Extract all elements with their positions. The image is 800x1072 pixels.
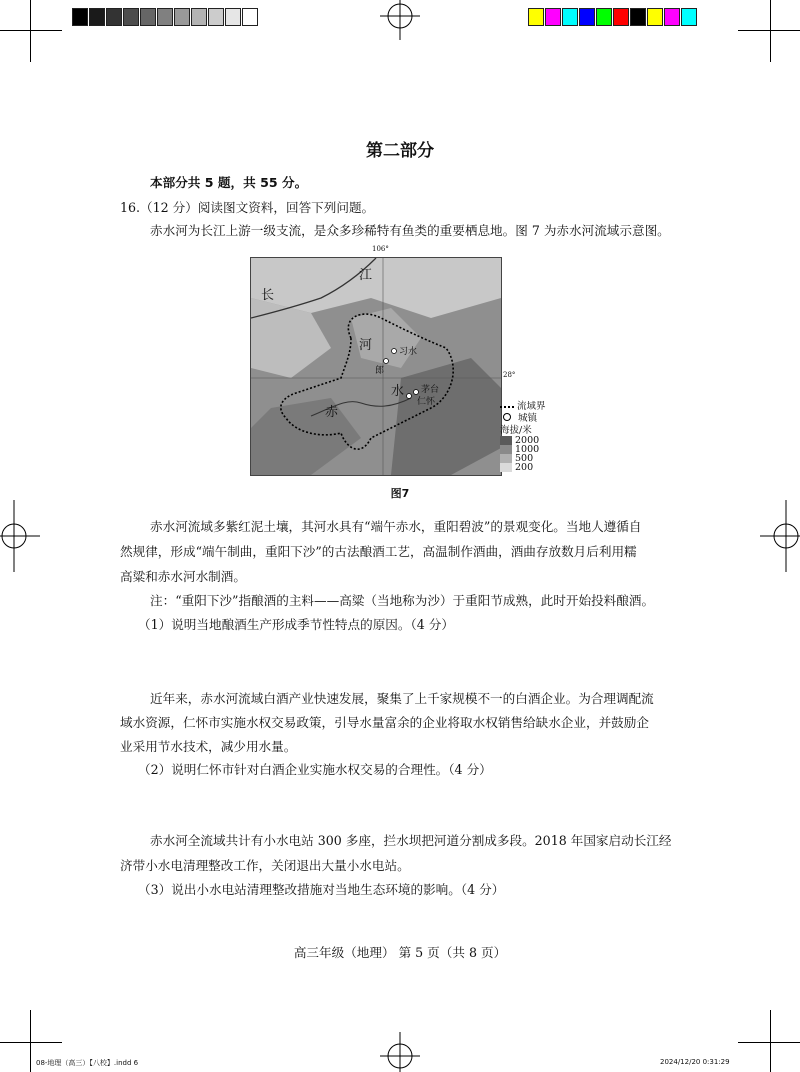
map-label-he: 河	[359, 338, 373, 353]
paragraph-2-line-2: 域水资源，仁怀市实施水权交易政策，引导水量富余的企业将取水权销售给缺水企业，并鼓励企	[120, 715, 649, 730]
paragraph-2-line-1: 近年来，赤水河流域白酒产业快速发展，聚集了上千家规模不一的白酒企业。为合理调配流	[150, 691, 654, 706]
paragraph-1-line-3: 高粱和赤水河水制酒。	[120, 569, 246, 584]
page-footer: 高三年级（地理） 第 5 页（共 8 页）	[293, 945, 507, 960]
note-text: 注：“重阳下沙”指酿酒的主料——高粱（当地称为沙）于重阳节成熟，此时开始投料酿酒。	[150, 593, 655, 608]
question-2: （2）说明仁怀市针对白酒企业实施水权交易的合理性。（4 分）	[138, 762, 492, 777]
legend-elev-1000: 1000	[515, 444, 540, 455]
legend-elevation-scale	[500, 436, 539, 472]
section-intro: 本部分共 5 题，共 55 分。	[150, 175, 308, 190]
paragraph-1-line-2: 然规律，形成“端午制曲，重阳下沙”的古法酿酒工艺，高温制作酒曲，酒曲存放数月后利用糯	[120, 544, 637, 559]
map-label-mao: 茅台	[421, 385, 440, 395]
map-label-chi: 赤	[325, 405, 339, 420]
print-timestamp: 2024/12/20 0:31:29	[660, 1058, 730, 1066]
question-3: （3）说出小水电站清理整改措施对当地生态环境的影响。（4 分）	[138, 882, 505, 897]
legend-boundary-label: 流域界	[517, 401, 546, 412]
legend-elevation-title: 海拔/米	[500, 425, 532, 436]
paragraph-2-line-3: 业采用节水技术，减少用水量。	[120, 739, 297, 754]
question-1: （1）说明当地酿酒生产形成季节性特点的原因。（4 分）	[138, 617, 454, 632]
longitude-label: 106°	[372, 245, 389, 253]
paragraph-1-line-1: 赤水河流域多紫红泥土壤，其河水具有“端午赤水，重阳碧波”的景观变化。当地人遵循自	[150, 519, 642, 534]
chishui-basin-map	[250, 257, 502, 476]
map-label-xishui: 习水	[399, 347, 418, 357]
legend-town-label: 城镇	[518, 413, 538, 424]
map-label-jiang: 江	[359, 268, 373, 283]
section-title: 第二部分	[366, 141, 434, 161]
map-label-renhuai: 仁怀	[417, 397, 436, 407]
question-header: 16.（12 分）阅读图文资料，回答下列问题。	[120, 200, 375, 215]
map-label-lang: 郎	[375, 366, 385, 376]
print-file-name: 08-地理（高三）【八校】.indd 6	[36, 1059, 139, 1067]
map-label-shui: 水	[391, 384, 405, 399]
legend-elev-200: 200	[515, 462, 534, 473]
legend-elev-2000: 2000	[515, 435, 540, 446]
latitude-label: 28°	[503, 371, 516, 379]
paragraph-3-line-2: 济带小水电清理整改工作，关闭退出大量小水电站。	[120, 858, 410, 873]
figure-caption: 图7	[390, 487, 410, 500]
paragraph-3-line-1: 赤水河全流域共计有小水电站 300 多座，拦水坝把河道分割成多段。2018 年国家启动长江经	[150, 833, 672, 848]
legend-elev-500: 500	[515, 453, 534, 464]
map-label-chang: 长	[261, 288, 275, 303]
question-intro: 赤水河为长江上游一级支流，是众多珍稀特有鱼类的重要栖息地。图 7 为赤水河流域示意图。	[150, 223, 670, 238]
